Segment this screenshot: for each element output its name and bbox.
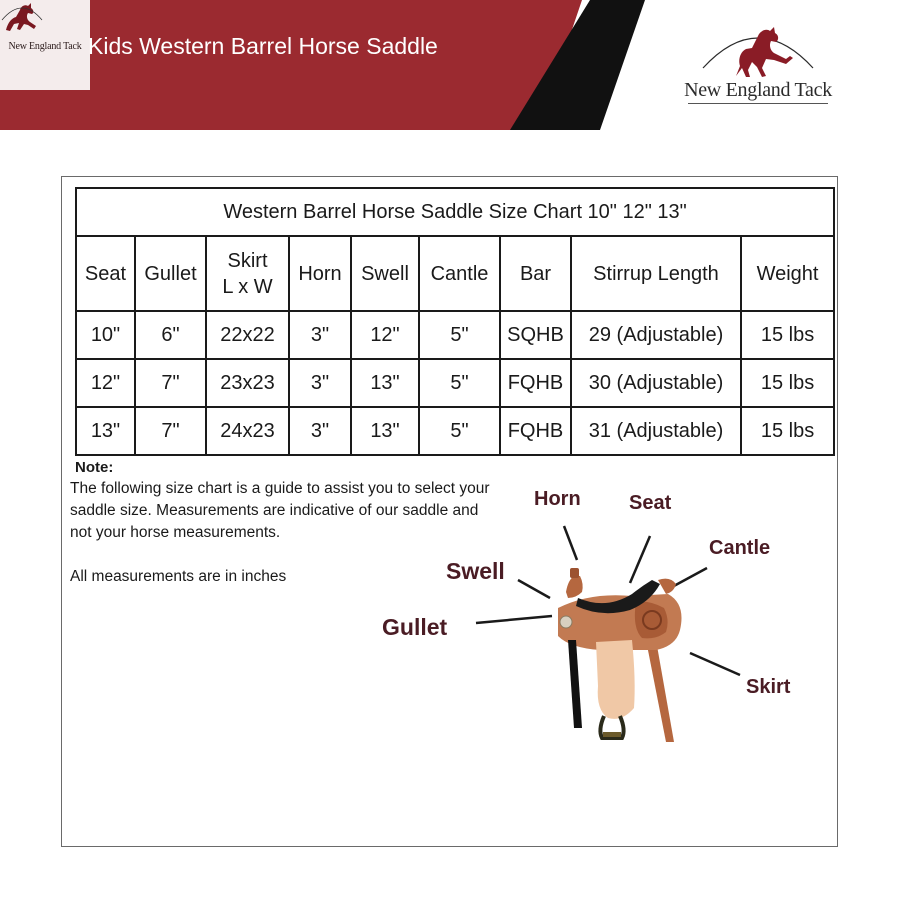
note-body: The following size chart is a guide to assist you to select your saddle size. Measurements are indicative of our saddle and not your horse measurements. xyxy=(70,480,490,541)
cell-cantle: 5" xyxy=(419,311,500,359)
cell-seat: 12" xyxy=(76,359,135,407)
cell-swell: 13" xyxy=(351,407,419,455)
logo-underline xyxy=(688,103,828,104)
small-logo[interactable] xyxy=(0,0,90,90)
column-header-stirrup-length: Stirrup Length xyxy=(571,236,741,311)
label-gullet: Gullet xyxy=(382,614,448,640)
cell-stirrup-length: 30 (Adjustable) xyxy=(571,359,741,407)
cell-weight: 15 lbs xyxy=(741,407,834,455)
cell-cantle: 5" xyxy=(419,407,500,455)
cell-gullet: 7" xyxy=(135,359,206,407)
cell-weight: 15 lbs xyxy=(741,359,834,407)
cell-horn: 3" xyxy=(289,311,351,359)
column-header-skirt-line1: Skirt xyxy=(227,249,268,272)
cell-gullet: 6" xyxy=(135,311,206,359)
note-units: All measurements are in inches xyxy=(70,568,287,585)
cell-horn: 3" xyxy=(289,359,351,407)
cell-swell: 13" xyxy=(351,359,419,407)
horse-icon xyxy=(0,0,44,36)
table-caption-row xyxy=(76,188,834,236)
table-row xyxy=(76,359,834,407)
table-row xyxy=(76,407,834,455)
note-title: Note: xyxy=(75,459,114,476)
saddle-diagram xyxy=(370,480,810,760)
cell-skirt: 23x23 xyxy=(206,359,289,407)
cell-stirrup-length: 29 (Adjustable) xyxy=(571,311,741,359)
label-horn: Horn xyxy=(534,488,581,510)
cell-gullet: 7" xyxy=(135,407,206,455)
horse-logo-icon xyxy=(678,22,838,82)
column-header-weight: Weight xyxy=(741,236,834,311)
column-header-gullet: Gullet xyxy=(135,236,206,311)
cell-skirt: 22x22 xyxy=(206,311,289,359)
column-header-skirt xyxy=(206,236,289,311)
cell-bar: SQHB xyxy=(500,311,571,359)
brand-logo-text: New England Tack xyxy=(684,79,832,101)
column-header-cantle: Cantle xyxy=(419,236,500,311)
label-swell: Swell xyxy=(446,558,505,584)
column-header-swell: Swell xyxy=(351,236,419,311)
cell-cantle: 5" xyxy=(419,359,500,407)
cell-stirrup-length: 31 (Adjustable) xyxy=(571,407,741,455)
size-chart-table xyxy=(75,187,835,456)
cell-seat: 13" xyxy=(76,407,135,455)
page-title: Kids Western Barrel Horse Saddle xyxy=(88,33,438,59)
table-row xyxy=(76,311,834,359)
column-header-skirt-line2: L x W xyxy=(222,275,273,298)
table-header-row xyxy=(76,236,834,311)
column-header-horn: Horn xyxy=(289,236,351,311)
column-header-bar: Bar xyxy=(500,236,571,311)
cell-bar: FQHB xyxy=(500,359,571,407)
label-skirt: Skirt xyxy=(746,676,791,698)
cell-skirt: 24x23 xyxy=(206,407,289,455)
label-cantle: Cantle xyxy=(709,537,771,559)
cell-swell: 12" xyxy=(351,311,419,359)
header-banner xyxy=(0,0,900,130)
cell-seat: 10" xyxy=(76,311,135,359)
cell-horn: 3" xyxy=(289,407,351,455)
column-header-seat: Seat xyxy=(76,236,135,311)
brand-logo[interactable] xyxy=(678,22,838,108)
small-logo-text: New England Tack xyxy=(8,40,82,52)
cell-bar: FQHB xyxy=(500,407,571,455)
label-seat: Seat xyxy=(629,492,672,514)
table-caption: Western Barrel Horse Saddle Size Chart 10" 12" 13" xyxy=(76,188,834,236)
cell-weight: 15 lbs xyxy=(741,311,834,359)
